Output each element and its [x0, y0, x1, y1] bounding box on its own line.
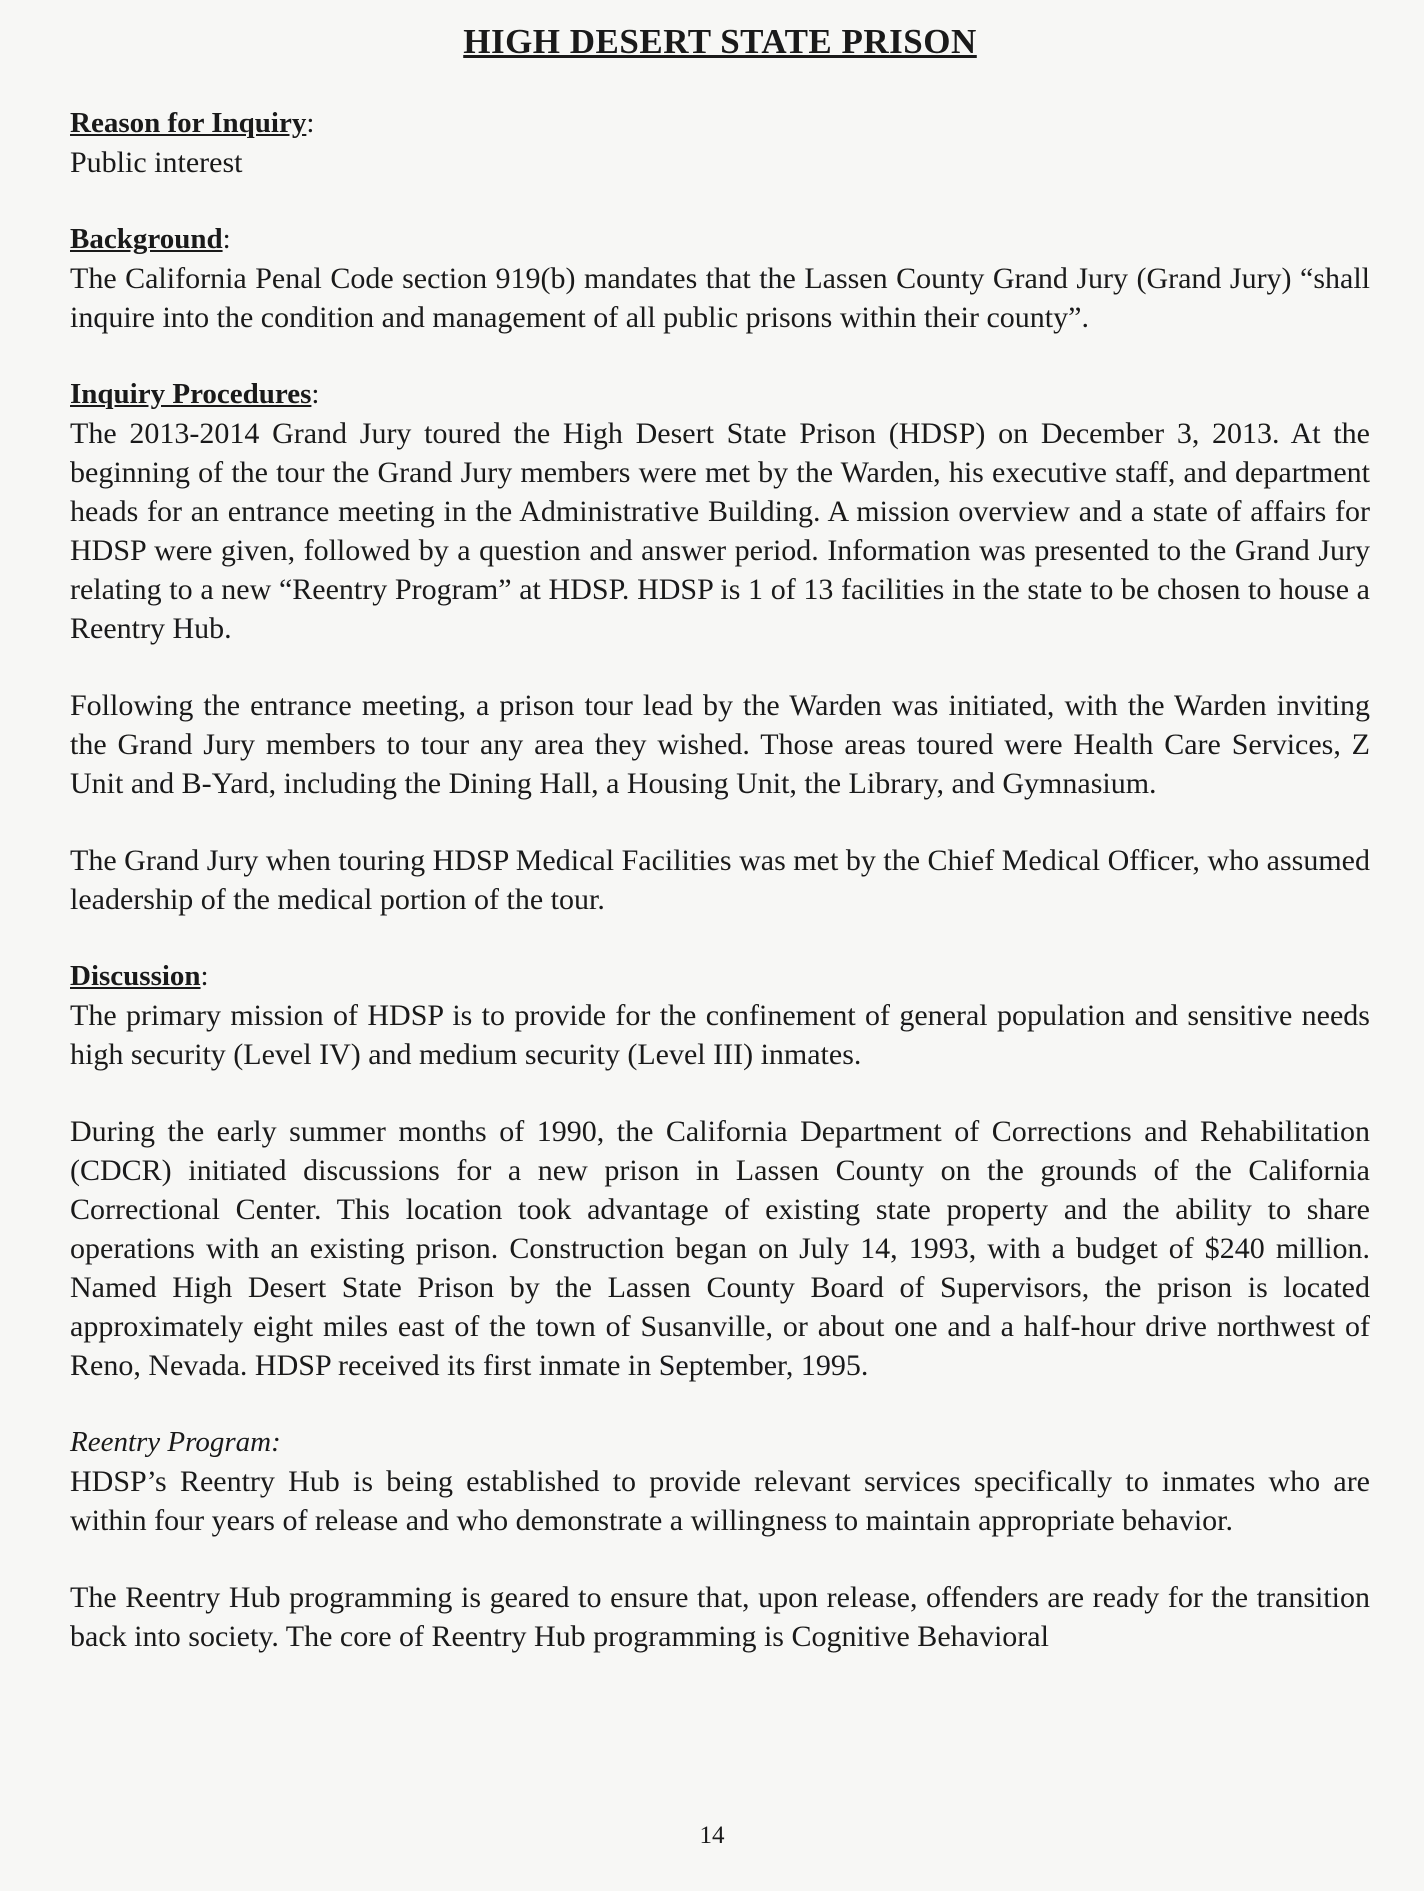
discussion-heading-label: Discussion — [70, 960, 201, 992]
discussion-paragraph: The primary mission of HDSP is to provide for the confinement of general population and sensitive needs high security (Level IV) and medium security (Level III) inmates. — [70, 999, 1370, 1071]
inquiry-paragraph: Following the entrance meeting, a prison tour lead by the Warden was initiated, with the Warden inviting the Grand Jury members to tour any area they wished. Those areas toured were Health Care Services, Z Unit and B-Yard, including the Dining Hall, a Housing Unit, the Library, and Gymnasium. — [70, 689, 1370, 800]
background-heading — [70, 220, 1370, 259]
inquiry-heading — [70, 375, 1370, 414]
background-text: The California Penal Code section 919(b) mandates that the Lassen County Grand Jury (Grand Jury) “shall inquire into the condition and management of all public prisons within their county”. — [70, 262, 1370, 334]
reentry-paragraph: HDSP’s Reentry Hub is being established to provide relevant services specifically to inmates who are within four years of release and who demonstrate a willingness to maintain appropriate behavior. — [70, 1465, 1370, 1537]
reason-heading — [70, 104, 1370, 143]
reason-heading-colon: : — [306, 107, 315, 139]
inquiry-paragraph: The Grand Jury when touring HDSP Medical Facilities was met by the Chief Medical Officer, who assumed leadership of the medical portion of the tour. — [70, 844, 1370, 916]
discussion-paragraph: During the early summer months of 1990, the California Department of Corrections and Rehabilitation (CDCR) initiated discussions for a new prison in Lassen County on the grounds of the California Correctional Center. This location took advantage of existing state property and the ability to share operations with an existing prison. Construction began on July 14, 1993, with a budget of $240 million. Named High Desert State Prison by the Lassen County Board of Supervisors, the prison is located approximately eight miles east of the town of Susanville, or about one and a half-hour drive northwest of Reno, Nevada. HDSP received its first inmate in September, 1995. — [70, 1115, 1370, 1382]
page-title: HIGH DESERT STATE PRISON — [463, 22, 977, 61]
reason-heading-label: Reason for Inquiry — [70, 107, 307, 139]
reentry-section — [70, 1423, 1370, 1656]
background-heading-colon: : — [222, 223, 231, 255]
inquiry-heading-colon: : — [311, 378, 320, 410]
reason-text: Public interest — [70, 146, 243, 179]
inquiry-paragraph: The 2013-2014 Grand Jury toured the High Desert State Prison (HDSP) on December 3, 2013. At the beginning of the tour the Grand Jury members were met by the Warden, his executive staff, and department heads for an entrance meeting in the Administrative Building. A mission overview and a state of affairs for HDSP were given, followed by a question and answer period. Information was presented to the Grand Jury relating to a new “Reentry Program” at HDSP. HDSP is 1 of 13 facilities in the state to be chosen to house a Reentry Hub. — [70, 417, 1370, 645]
reentry-paragraph: The Reentry Hub programming is geared to ensure that, upon release, offenders are ready for the transition back into society. The core of Reentry Hub programming is Cognitive Behavioral — [70, 1581, 1370, 1653]
page-number: 14 — [699, 1822, 725, 1849]
reentry-subheading: Reentry Program: — [70, 1426, 281, 1458]
discussion-heading-colon: : — [200, 960, 209, 992]
background-heading-label: Background — [70, 223, 223, 255]
background-section — [70, 220, 1370, 337]
discussion-section — [70, 957, 1370, 1385]
discussion-heading — [70, 957, 1370, 996]
inquiry-heading-label: Inquiry Procedures — [70, 378, 312, 410]
inquiry-section — [70, 375, 1370, 919]
reason-section — [70, 104, 1370, 182]
